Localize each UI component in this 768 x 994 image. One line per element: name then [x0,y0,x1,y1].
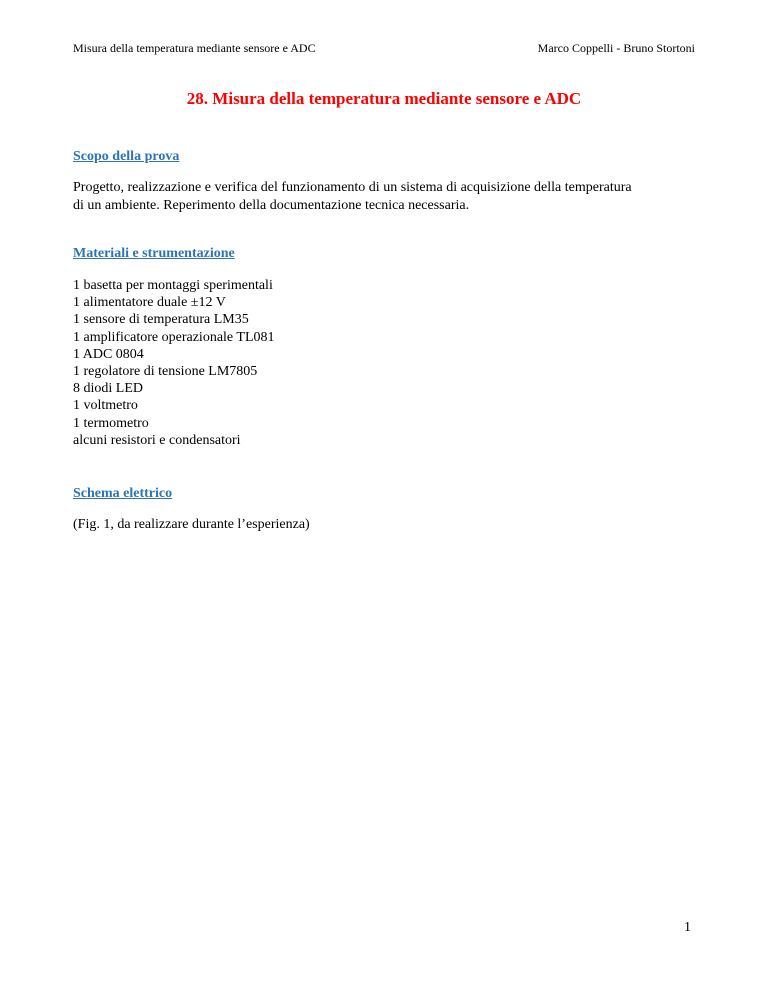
materials-list [73,277,275,449]
list-item: 1 sensore di temperatura LM35 [73,312,249,328]
scopo-line-1: Progetto, realizzazione e verifica del funzionamento di un sistema di acquisizione della temperatura [73,180,632,195]
list-item: 1 regolatore di tensione LM7805 [73,364,258,380]
scopo-line-2: di un ambiente. Reperimento della documentazione tecnica necessaria. [73,198,470,213]
list-item: 1 basetta per montaggi sperimentali [73,278,273,293]
list-item: 1 voltmetro [73,398,138,414]
section-heading-schema: Schema elettrico [73,486,173,501]
list-item: 1 alimentatore duale ±12 V [73,295,226,311]
document-title: 28. Misura della temperatura mediante sensore e ADC [186,89,582,108]
running-header-authors: Marco Coppelli - Bruno Stortoni [537,41,695,55]
list-item: 1 amplificatore operazionale TL081 [73,329,275,345]
scopo-paragraph [73,179,713,215]
list-item: alcuni resistori e condensatori [73,432,241,448]
list-item: 1 ADC 0804 [73,346,144,362]
list-item: 1 termometro [73,415,149,431]
list-item: 8 diodi LED [73,381,143,397]
page-number: 1 [684,920,691,935]
section-heading-scopo: Scopo della prova [73,149,180,164]
section-heading-materiali: Materiali e strumentazione [73,246,235,261]
running-header-title: Misura della temperatura mediante sensore e ADC [73,41,316,55]
schema-caption: (Fig. 1, da realizzare durante l’esperienza) [73,517,310,532]
